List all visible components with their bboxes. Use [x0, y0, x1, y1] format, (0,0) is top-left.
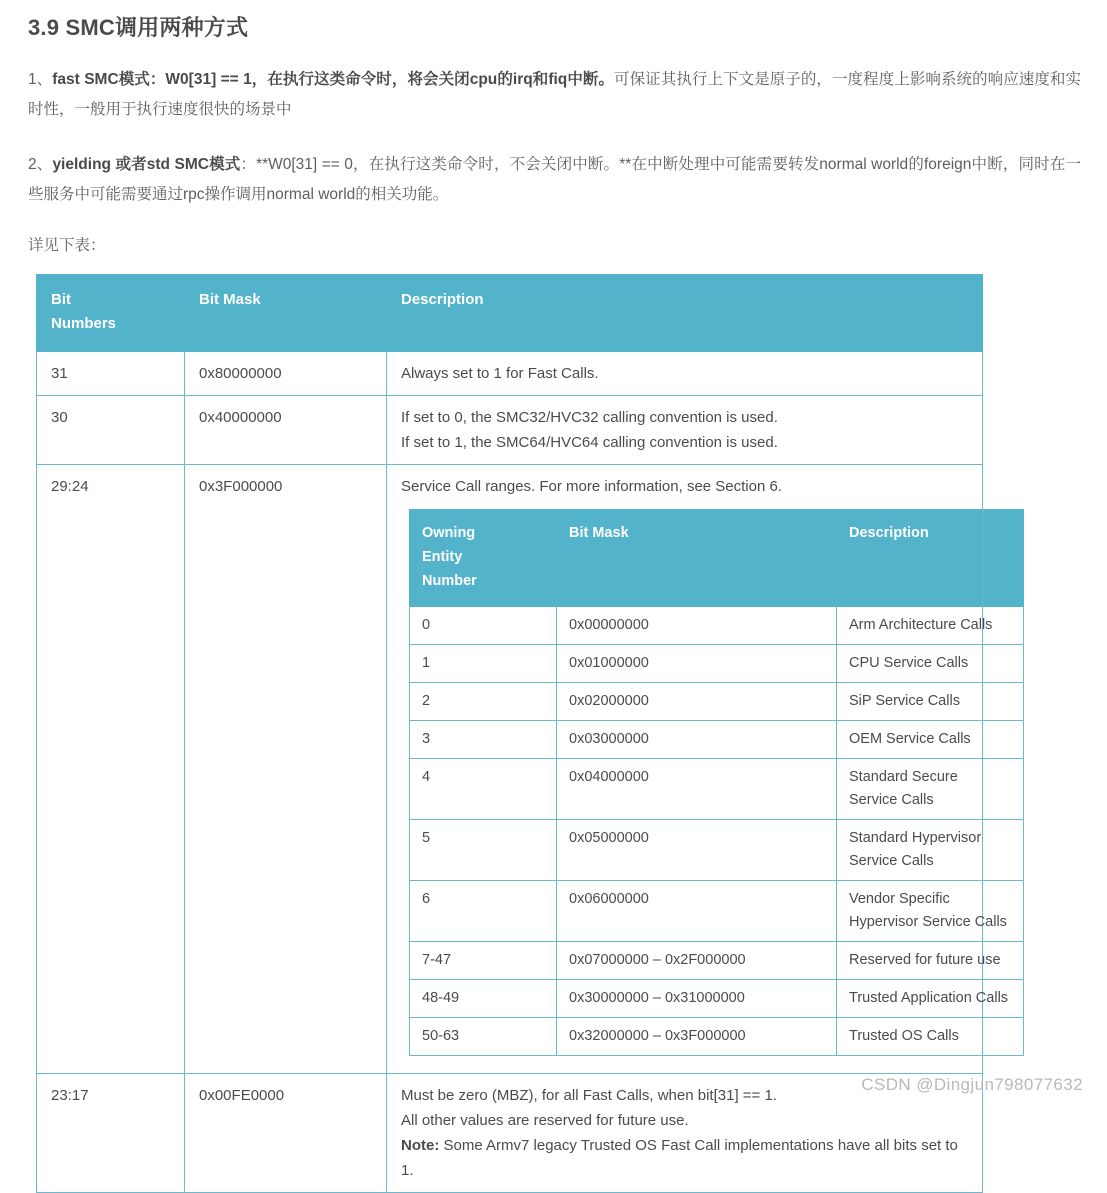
- column-header-owning-entity-number: [410, 509, 557, 606]
- paragraph2-rest: ：**W0[31] == 0，在执行这类命令时，不会关闭中断。**在中断处理中可能需要转发normal world的foreign中断，同时在一些服务中可能需要通过rpc操作调用normal world的相关功能。: [28, 155, 1081, 203]
- cell-bit-mask: 0x80000000: [185, 351, 387, 395]
- description-line: Always set to 1 for Fast Calls.: [401, 364, 599, 382]
- nested-header-row: [410, 509, 1024, 606]
- column-header-bit-numbers: [37, 274, 185, 351]
- cell-description: [387, 351, 983, 395]
- cell-nested-bit-mask: 0x07000000 – 0x2F000000: [557, 941, 837, 979]
- cell-bit-numbers: 29:24: [37, 464, 185, 1073]
- table-row: [37, 351, 983, 395]
- table-row: [37, 395, 983, 464]
- service-call-ranges-table: [409, 509, 1024, 1056]
- cell-owning-entity-number: 7-47: [410, 941, 557, 979]
- description-line: If set to 0, the SMC32/HVC32 calling convention is used.: [401, 408, 778, 426]
- csdn-watermark: CSDN @Dingjun798077632: [861, 1075, 1083, 1094]
- table-header-row: [37, 274, 983, 351]
- table-row: [37, 1073, 983, 1192]
- cell-nested-bit-mask: 0x03000000: [557, 720, 837, 758]
- nested-table-row: [410, 644, 1024, 682]
- cell-bit-mask: 0x3F000000: [185, 464, 387, 1073]
- nested-description-line: SiP Service Calls: [849, 692, 960, 709]
- nested-table-row: [410, 1017, 1024, 1055]
- column-header-bit-numbers-line2: Numbers: [51, 314, 117, 332]
- cell-description-with-nested-table: [387, 464, 1009, 1073]
- paragraph1-rest: 可保证其执行上下文是原子的，一度程度上影响系统的响应速度和实时性，一般用于执行速度很快的场景中: [28, 70, 1081, 118]
- cell-owning-entity-number: 50-63: [410, 1017, 557, 1055]
- nested-table-row: [410, 880, 1024, 941]
- spec-table-wrapper: [36, 274, 1009, 1193]
- cell-nested-bit-mask: 0x01000000: [557, 644, 837, 682]
- nested-description-line: Trusted OS Calls: [849, 1027, 959, 1044]
- cell-owning-entity-number: 5: [410, 819, 557, 880]
- paragraph2-prefix: 2、: [28, 155, 53, 173]
- cell-nested-bit-mask: 0x32000000 – 0x3F000000: [557, 1017, 837, 1055]
- column-header-nested-description: Description: [837, 509, 1024, 606]
- nested-description-line: CPU Service Calls: [849, 654, 969, 671]
- cell-nested-description: [837, 1017, 1024, 1055]
- cell-nested-bit-mask: 0x00000000: [557, 606, 837, 644]
- cell-bit-mask: 0x40000000: [185, 395, 387, 464]
- cell-nested-bit-mask: 0x30000000 – 0x31000000: [557, 979, 837, 1017]
- paragraph-fast-smc: [28, 65, 1081, 125]
- description-line: If set to 1, the SMC64/HVC64 calling convention is used.: [401, 433, 778, 451]
- cell-nested-description: [837, 720, 1024, 758]
- nested-description-line: Service Calls: [849, 852, 934, 869]
- smc-bit-table: [36, 274, 1009, 1193]
- cell-nested-bit-mask: 0x05000000: [557, 819, 837, 880]
- nested-description-line: Standard Secure: [849, 768, 958, 785]
- description-note-label: Note:: [401, 1136, 440, 1154]
- column-header-bit-mask: Bit Mask: [185, 274, 387, 351]
- nested-description-line: Hypervisor Service Calls: [849, 913, 1007, 930]
- cell-owning-entity-number: 6: [410, 880, 557, 941]
- description-line: All other values are reserved for future use.: [401, 1111, 689, 1129]
- paragraph-yielding-smc: [28, 150, 1081, 210]
- cell-owning-entity-number: 2: [410, 682, 557, 720]
- cell-nested-description: [837, 644, 1024, 682]
- description-note-text: Some Armv7 legacy Trusted OS Fast Call implementations have all bits set to 1.: [401, 1136, 958, 1179]
- cell-nested-description: [837, 941, 1024, 979]
- description-line: Must be zero (MBZ), for all Fast Calls, when bit[31] == 1.: [401, 1086, 777, 1104]
- paragraph1-prefix: 1、: [28, 70, 53, 88]
- nested-table-head: [410, 509, 1024, 606]
- owning-entity-line1: Owning: [422, 524, 476, 541]
- column-header-description: Description: [387, 274, 983, 351]
- nested-table-body: [410, 606, 1024, 1055]
- table-body: [37, 351, 1009, 1192]
- nested-description-line: Trusted Application Calls: [849, 989, 1009, 1006]
- nested-table-row: [410, 606, 1024, 644]
- cell-owning-entity-number: 3: [410, 720, 557, 758]
- cell-owning-entity-number: 48-49: [410, 979, 557, 1017]
- article-body: [0, 0, 1107, 260]
- nested-description-line: OEM Service Calls: [849, 730, 971, 747]
- nested-table-row: [410, 819, 1024, 880]
- nested-description-line: Vendor Specific: [849, 890, 950, 907]
- cell-nested-description: [837, 819, 1024, 880]
- nested-table-row: [410, 682, 1024, 720]
- cell-bit-numbers: 30: [37, 395, 185, 464]
- cell-bit-numbers: 23:17: [37, 1073, 185, 1192]
- nested-table-row: [410, 941, 1024, 979]
- cell-nested-description: [837, 979, 1024, 1017]
- cell-nested-description: [837, 758, 1024, 819]
- nested-table-row: [410, 979, 1024, 1017]
- cell-nested-description: [837, 880, 1024, 941]
- column-header-bit-numbers-line1: Bit: [51, 290, 71, 308]
- cell-nested-bit-mask: 0x06000000: [557, 880, 837, 941]
- cell-owning-entity-number: 1: [410, 644, 557, 682]
- cell-description: [387, 395, 983, 464]
- column-header-nested-bit-mask: Bit Mask: [557, 509, 837, 606]
- nested-table-row: [410, 758, 1024, 819]
- table-lead-in: 详见下表：: [28, 236, 106, 254]
- paragraph1-bold: fast SMC模式：W0[31] == 1，在执行这类命令时，将会关闭cpu的irq和fiq中断。: [52, 70, 615, 88]
- nested-table-row: [410, 720, 1024, 758]
- nested-description-line: Standard Hypervisor: [849, 829, 982, 846]
- nested-description-line: Arm Architecture Calls: [849, 616, 993, 633]
- cell-nested-description: [837, 682, 1024, 720]
- nested-description-line: Reserved for future use: [849, 951, 1001, 968]
- table-row: [37, 464, 983, 1073]
- owning-entity-line3: Number: [422, 572, 477, 589]
- nested-description-line: Service Calls: [849, 791, 934, 808]
- description-line: Service Call ranges. For more information, see Section 6.: [401, 477, 782, 495]
- description-note: [401, 1133, 970, 1183]
- cell-bit-numbers: 31: [37, 351, 185, 395]
- cell-nested-bit-mask: 0x02000000: [557, 682, 837, 720]
- table-head: [37, 274, 983, 351]
- cell-owning-entity-number: 0: [410, 606, 557, 644]
- page-title: 3.9 SMC调用两种方式: [28, 15, 249, 40]
- cell-nested-bit-mask: 0x04000000: [557, 758, 837, 819]
- cell-bit-mask: 0x00FE0000: [185, 1073, 387, 1192]
- cell-nested-description: [837, 606, 1024, 644]
- paragraph2-bold: yielding 或者std SMC模式: [52, 155, 241, 173]
- cell-owning-entity-number: 4: [410, 758, 557, 819]
- owning-entity-line2: Entity: [422, 548, 463, 565]
